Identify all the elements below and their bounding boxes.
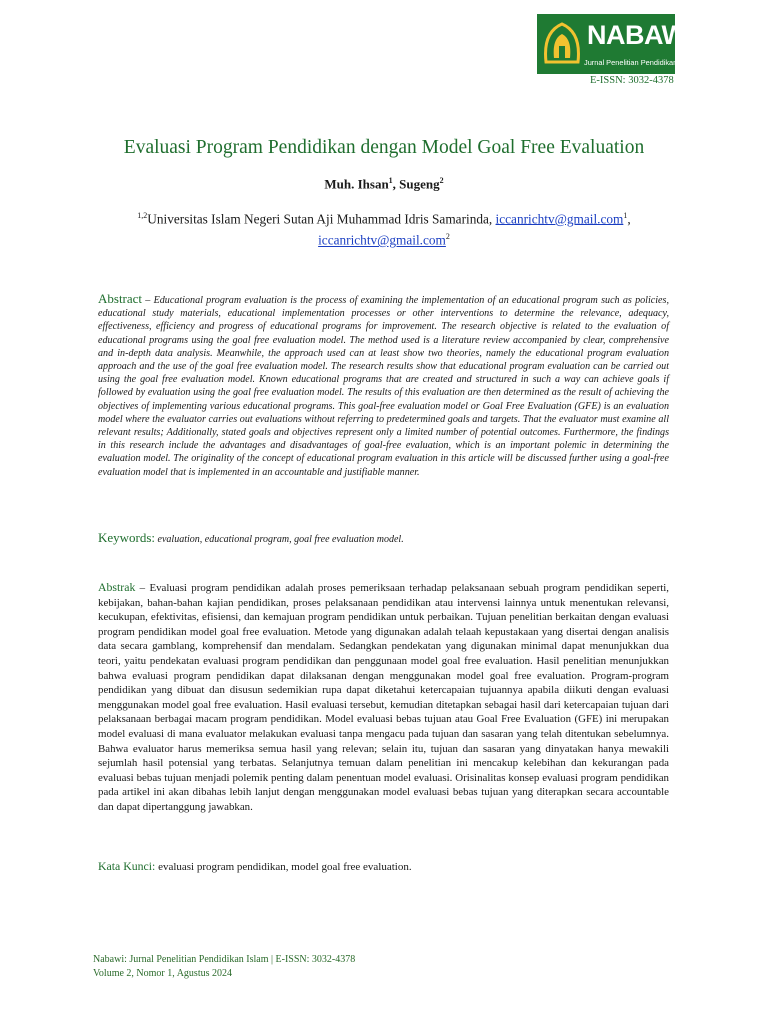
keywords-label: Keywords: xyxy=(98,530,156,545)
affiliation-text: Universitas Islam Negeri Sutan Aji Muhammad Idris Samarinda, xyxy=(147,211,496,227)
email-link[interactable]: iccanrichtv@gmail.com xyxy=(495,211,624,227)
email-superscript: 2 xyxy=(445,232,450,242)
email-link[interactable]: iccanrichtv@gmail.com xyxy=(318,232,446,248)
keywords-indonesian xyxy=(98,859,412,874)
abstract-label: Abstract xyxy=(98,291,143,306)
keywords-text: evaluation, educational program, goal free evaluation model. xyxy=(155,534,404,545)
author-superscript: 1 xyxy=(388,176,393,185)
keywords-english xyxy=(98,530,404,546)
kata-kunci-text: evaluasi program pendidikan, model goal free evaluation. xyxy=(155,861,412,873)
author-name: Sugeng xyxy=(399,176,440,192)
author-line xyxy=(0,176,768,192)
affiliation-superscript: 1,2 xyxy=(137,211,148,220)
logo-name: NABAWI xyxy=(587,20,694,50)
kata-kunci-label: Kata Kunci: xyxy=(98,859,156,873)
abstrak-label: Abstrak xyxy=(98,580,136,594)
page-footer xyxy=(93,953,355,981)
abstrak-text: Evaluasi program pendidikan adalah proses pemeriksaan terhadap pelaksanaan sebuah program pendidikan seperti, kebijakan, bahan-bahan kajian pendidikan, proses pelaksanaan pendidikan atau intervensi lainnya untuk menentukan relevansi, kecukupan, efektivitas, efisiensi, dan kemajuan program pendidikan untuk perbaikan. Tujuan penelitian berkaitan dengan evaluasi program pendidikan model goal free evaluation. Metode yang digunakan adalah telaah kepustakaan yang disertai dengan analisis data secara gamblang, komprehensif dan mendalam. Sedangkan pendekatan yang digunakan minimal dapat menunjukkan dua teori, yaitu pendekatan evaluasi program pendidikan dan penggunaan model goal free evaluation. Hasil penelitian menunjukkan bahwa evaluasi program pendidikan dapat dilaksanan dengan menggunakan model goal free evaluation. Program-program pendidikan yang dibuat dan disusun sedemikian rupa dapat diketahui ketercapaian tujuannya apabila diikuti dengan evaluasi menggunakan model goal free evaluation. Hasil evaluasi tersebut, kemudian ditetapkan sebagai hasil dari ketercapaian tujuan dari pelaksanaan berbagai macam program pendidikan. Model evaluasi bebas tujuan atau Goal Free Evaluation (GFE) ini merupakan model evaluasi di mana evaluator melakukan evaluasi tanpa mengacu pada tujuan dan sasaran yang telah ditentukan sebelumnya. Bahwa evaluator harus memeriksa semua hasil yang relevan; selain itu, tujuan dan sasaran yang dinyatakan hanya mewakili sejumlah hasil potensial yang terbatas. Selanjutnya temuan dalam penelitian ini mencakup kelebihan dan kekurangan pada evaluasi bebas tujuan menjadi polemik penting dalam penentuan model evaluasi. Orisinalitas konsep evaluasi program pendidikan pada artikel ini akan dibahas lebih lanjut dengan menggunakan model evaluasi bebas tujuan yang diterapkan secara accountable dan dapat dipertanggung jawabkan. xyxy=(98,582,670,813)
footer-volume-line: Volume 2, Nomor 1, Agustus 2024 xyxy=(93,968,232,979)
author-superscript: 2 xyxy=(439,176,444,185)
header-eissn: E-ISSN: 3032-4378 xyxy=(590,75,674,86)
abstract-dash: – xyxy=(142,295,154,306)
email-separator: , xyxy=(627,211,631,227)
author-separator: , xyxy=(392,176,400,192)
abstract-english xyxy=(98,292,669,479)
author-name: Muh. Ihsan xyxy=(324,176,389,192)
journal-logo xyxy=(537,14,697,74)
affiliation-block xyxy=(96,207,672,250)
paper-title: Evaluasi Program Pendidikan dengan Model Goal Free Evaluation xyxy=(123,137,645,158)
footer-journal-line: Nabawi: Jurnal Penelitian Pendidikan Islam | E-ISSN: 3032-4378 xyxy=(93,954,356,965)
abstract-indonesian xyxy=(98,580,669,815)
logo-subtitle: Jurnal Penelitian Pendidikan Islam xyxy=(584,58,697,67)
abstract-text: Educational program evaluation is the process of examining the implementation of an educational program such as policies, educational study materials, educational implementation processes or other interventions to determine the relevance, adequacy, effectiveness, efficiency and progress of educational programs for improvement. The research objective is related to the evaluation of educational programs using the goal free evaluation model. The method used is a literature review accompanied by clear, comprehensive and in-depth data analysis. Meanwhile, the approach used can at least show two theories, namely the educational program evaluation approach and the use of the goal free evaluation model. The research results show that educational program evaluation can be carried out using the goal free evaluation model. Known educational programs that are created and structured in such a way can achieve goals if followed by evaluation using the goal free evaluation model. The results of this evaluation are then determined as the result of achieving the objectives of implementing various educational programs. This goal-free evaluation model or Goal Free Evaluation (GFE) is an evaluation model where the evaluator carries out evaluations without referring to predetermined goals and targets. That the evaluator must examine all relevant results; Additionally, stated goals and objectives represent only a limited number of potential outcomes. Furthermore, the findings in this research include the advantages and disadvantages of goal-free evaluation, which is an important polemic in determining the evaluation model. The originality of the concept of educational program evaluation in this article will be discussed further using a goal-free evaluation model that is implemented in an accountable and justifiable manner. xyxy=(98,295,669,478)
abstrak-dash: – xyxy=(135,582,150,594)
mosque-emblem-icon xyxy=(542,22,582,66)
email-superscript: 1 xyxy=(623,211,628,220)
